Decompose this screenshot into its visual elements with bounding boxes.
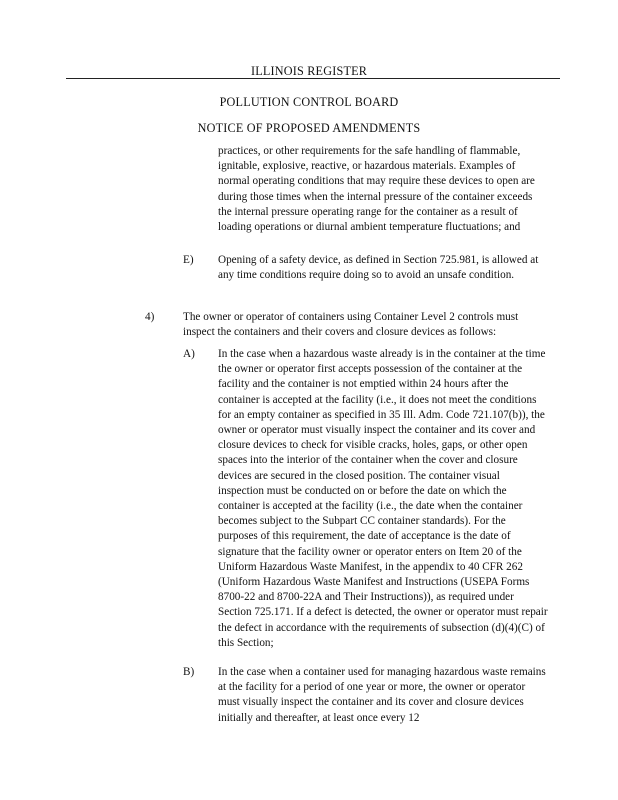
- item-a-label: A): [183, 348, 195, 360]
- item-e-label: E): [183, 254, 194, 266]
- continuation-paragraph: practices, or other requirements for the safe handling of flammable, ignitable, explosive, reactive, or hazardous materials. Examples of normal operating conditions that may require these devices to open are during those times when the internal pressure of the container exceeds the internal pressure operating range for the container as a result of loading operations or diurnal ambient temperature fluctuations; and: [218, 145, 535, 234]
- item-4-label: 4): [145, 311, 155, 323]
- register-title: ILLINOIS REGISTER: [250, 64, 368, 78]
- agency-name: POLLUTION CONTROL BOARD: [219, 95, 399, 109]
- item-b-text: In the case when a container used for managing hazardous waste remains at the facility for a period of one year or more, the owner or operator must visually inspect the container and its cover and closure devices initially and thereafter, at least once every 12: [218, 666, 546, 724]
- item-4-text: The owner or operator of containers using Container Level 2 controls must inspect the containers and their covers and closure devices as follows:: [183, 311, 519, 339]
- item-b-label: B): [183, 666, 195, 678]
- header-rule: [66, 78, 560, 79]
- item-e-text: Opening of a safety device, as defined in Section 725.981, is allowed at any time conditions require doing so to avoid an unsafe condition.: [218, 254, 539, 282]
- item-a-text: In the case when a hazardous waste already is in the container at the time the owner or operator first accepts possession of the container at the facility and the container is not emptied within 24 hours after the container is accepted at the facility (i.e., it does not meet the conditions for an empty container as specified in 35 Ill. Adm. Code 721.107(b)), the owner or operator must visually inspect the container and its cover and closure devices to check for visible cracks, holes, gaps, or other open spaces into the interior of the container when the cover and closure devices are secured in the closed position. The container visual inspection must be conducted on or before the date on which the container is accepted at the facility (i.e., the date when the container becomes subject to the Subpart CC container standards). For the purposes of this requirement, the date of acceptance is the date of signature that the facility owner or operator enters on Item 20 of the Uniform Hazardous Waste Manifest, in the appendix to 40 CFR 262 (Uniform Hazardous Waste Manifest and Instructions (USEPA Forms 8700-22 and 8700-22A and Their Instructions)), as required under Section 725.171. If a defect is detected, the owner or operator must repair the defect in accordance with the requirements of subsection (d)(4)(C) of this Section;: [218, 348, 548, 649]
- notice-heading: NOTICE OF PROPOSED AMENDMENTS: [197, 121, 421, 135]
